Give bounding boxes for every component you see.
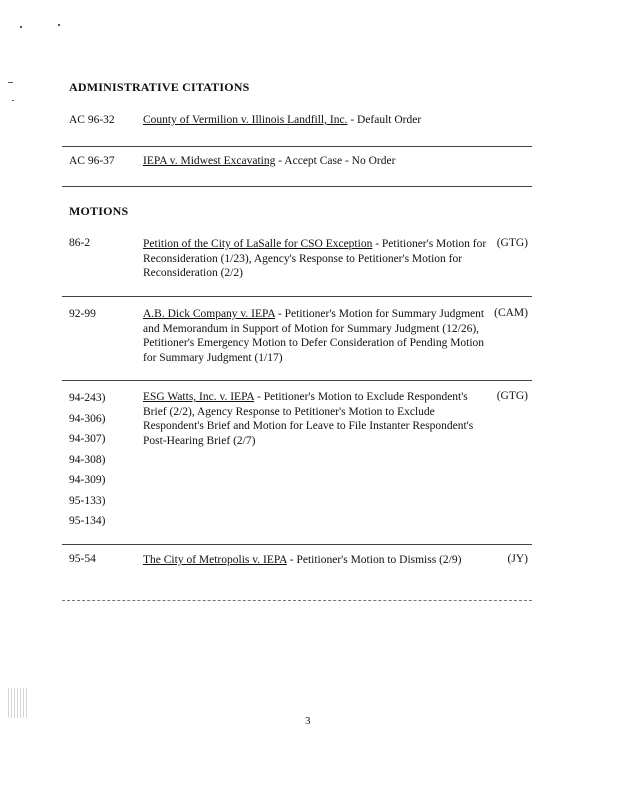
- divider: [62, 146, 532, 147]
- scan-speck: [8, 82, 13, 83]
- case-number: 94-243): [69, 392, 106, 404]
- case-title: ESG Watts, Inc. v. IEPA: [143, 391, 255, 403]
- case-description: [143, 390, 488, 448]
- case-title: County of Vermilion v. Illinois Landfill, Inc.: [143, 114, 348, 126]
- case-title: The City of Metropolis v. IEPA: [143, 554, 287, 566]
- judge-initials: (JY): [507, 553, 528, 565]
- case-action: - Default Order: [347, 114, 422, 126]
- case-number: 94-309): [69, 474, 106, 486]
- case-number: 86-2: [69, 237, 91, 249]
- case-number: 94-307): [69, 433, 106, 445]
- scan-artifact: [8, 688, 28, 718]
- case-description: [143, 307, 488, 365]
- judge-initials: (CAM): [494, 307, 528, 319]
- case-title: IEPA v. Midwest Excavating: [143, 155, 276, 167]
- section-heading-admin-citations: ADMINISTRATIVE CITATIONS: [69, 80, 250, 94]
- divider: [62, 296, 532, 297]
- case-description: [143, 237, 488, 281]
- page-number: 3: [305, 715, 311, 727]
- case-number-list: [69, 388, 139, 532]
- case-text: - Petitioner's Motion for Reconsideration (1/23), Agency's Response to Petitioner's Motion for Reconsideration (2/2): [143, 238, 487, 279]
- case-number: 95-133): [69, 494, 106, 507]
- case-title: A.B. Dick Company v. IEPA: [143, 308, 276, 320]
- scan-speck: [12, 100, 14, 101]
- case-number: AC 96-37: [69, 155, 115, 167]
- case-number: 95-134): [69, 515, 106, 527]
- divider: [62, 544, 532, 545]
- case-number: AC 96-32: [69, 114, 115, 126]
- case-text: - Petitioner's Motion to Dismiss (2/9): [286, 554, 462, 566]
- case-description: [143, 154, 503, 169]
- section-heading-motions: MOTIONS: [69, 204, 129, 218]
- case-action: - Accept Case - No Order: [275, 155, 396, 167]
- divider: [62, 186, 532, 187]
- scan-speck: [58, 24, 60, 26]
- case-text: - Petitioner's Motion for Summary Judgment and Memorandum in Support of Motion for Summary Judgment (12/26), Petitioner's Emergency Motion to Defer Consideration of Pending Motion for Summary Judgment (1/17): [143, 308, 485, 364]
- judge-initials: (GTG): [496, 237, 528, 249]
- case-number: 92-99: [69, 308, 96, 320]
- scan-speck: [20, 26, 22, 28]
- case-text: - Petitioner's Motion to Exclude Respondent's Brief (2/2), Agency Response to Petitioner's Motion to Exclude Respondent's Brief and Motion for Leave to File Instanter Respondent's Post-Hearing Brief (2/7): [143, 391, 474, 447]
- judge-initials: (GTG): [496, 390, 528, 402]
- case-number: 94-308): [69, 453, 106, 466]
- case-number: 95-54: [69, 553, 96, 565]
- divider: [62, 380, 532, 381]
- divider: [62, 600, 532, 601]
- case-number: 94-306): [69, 412, 106, 425]
- case-description: [143, 553, 488, 568]
- case-title: Petition of the City of LaSalle for CSO Exception: [143, 238, 373, 250]
- case-description: [143, 113, 503, 128]
